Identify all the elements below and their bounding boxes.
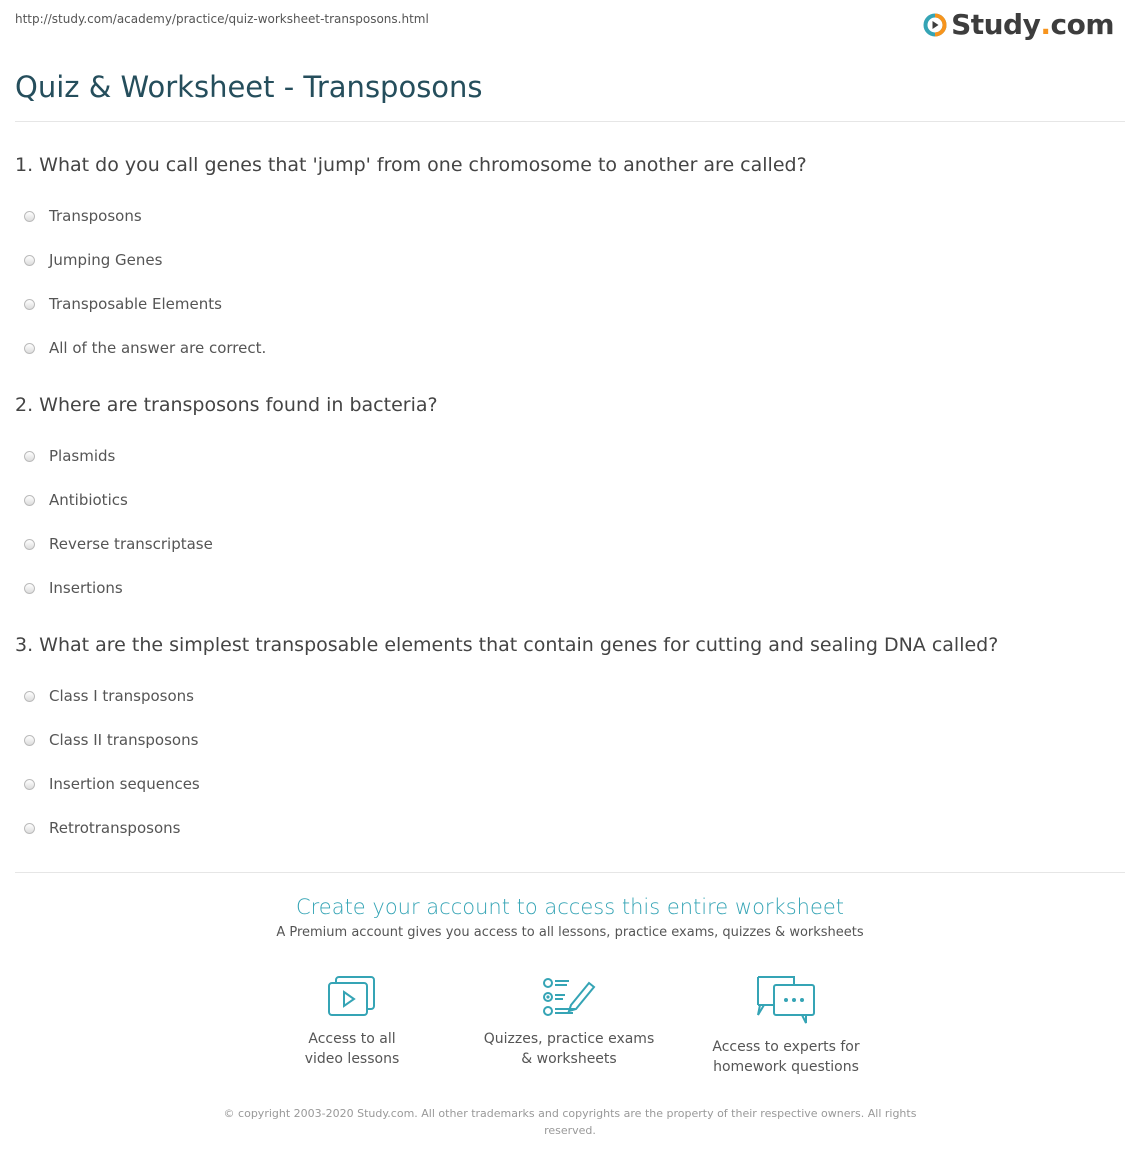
- study-logo[interactable]: [923, 8, 1114, 41]
- radio-button[interactable]: [24, 691, 35, 702]
- answer-label: Class I transposons: [49, 687, 194, 705]
- feature-line: homework questions: [713, 1059, 859, 1075]
- video-lessons-icon: [326, 975, 378, 1019]
- answer-option[interactable]: [15, 326, 1125, 370]
- logo-dot: .: [1040, 8, 1051, 41]
- question-text: 1. What do you call genes that 'jump' from one chromosome to another are called?: [15, 154, 807, 176]
- feature-line: Access to all: [308, 1031, 396, 1047]
- radio-button[interactable]: [24, 495, 35, 506]
- question-3: [15, 634, 1125, 850]
- answer-label: Antibiotics: [49, 491, 128, 509]
- radio-button[interactable]: [24, 451, 35, 462]
- feature-line: Quizzes, practice exams: [483, 1031, 655, 1047]
- answer-option[interactable]: [15, 194, 1125, 238]
- answer-label: Insertions: [49, 579, 123, 597]
- radio-button[interactable]: [24, 823, 35, 834]
- feature-line: video lessons: [304, 1051, 400, 1067]
- feature-line: Access to experts for: [712, 1039, 860, 1055]
- divider: [15, 121, 1125, 122]
- answer-option[interactable]: [15, 566, 1125, 610]
- radio-button[interactable]: [24, 539, 35, 550]
- radio-button[interactable]: [24, 343, 35, 354]
- feature-experts: [686, 975, 886, 1077]
- answer-option[interactable]: [15, 806, 1125, 850]
- answer-option[interactable]: [15, 282, 1125, 326]
- radio-button[interactable]: [24, 779, 35, 790]
- question-text: 2. Where are transposons found in bacteria?: [15, 394, 438, 416]
- answer-label: Plasmids: [49, 447, 116, 465]
- answer-option[interactable]: [15, 478, 1125, 522]
- radio-button[interactable]: [24, 299, 35, 310]
- radio-button[interactable]: [24, 735, 35, 746]
- answer-label: Insertion sequences: [49, 775, 200, 793]
- play-logo-icon: [923, 13, 947, 37]
- answer-label: All of the answer are correct.: [49, 339, 267, 357]
- cta-section: [0, 895, 1140, 940]
- answer-option[interactable]: [15, 434, 1125, 478]
- chat-experts-icon: [754, 975, 818, 1027]
- feature-line: & worksheets: [521, 1051, 617, 1067]
- copyright: © copyright 2003-2020 Study.com. All other trademarks and copyrights are the property of their respective owners. All rights reserved.: [223, 1107, 917, 1137]
- answer-option[interactable]: [15, 674, 1125, 718]
- cta-title[interactable]: Create your account to access this entire worksheet: [295, 895, 845, 919]
- answer-label: Class II transposons: [49, 731, 199, 749]
- page-title: Quiz & Worksheet - Transposons: [15, 70, 483, 104]
- question-2: [15, 394, 1125, 610]
- logo-suffix: com: [1050, 8, 1114, 41]
- divider: [15, 872, 1125, 873]
- feature-quizzes: [469, 975, 669, 1069]
- answer-label: Transposons: [49, 207, 142, 225]
- answer-option[interactable]: [15, 522, 1125, 566]
- answer-label: Retrotransposons: [49, 819, 181, 837]
- radio-button[interactable]: [24, 211, 35, 222]
- question-text: 3. What are the simplest transposable elements that contain genes for cutting and sealing DNA called?: [15, 634, 999, 656]
- page-url: http://study.com/academy/practice/quiz-worksheet-transposons.html: [15, 12, 429, 26]
- quiz-icon: [541, 975, 597, 1019]
- answer-label: Jumping Genes: [49, 251, 163, 269]
- cta-subtitle: A Premium account gives you access to all lessons, practice exams, quizzes & worksheets: [276, 925, 864, 940]
- logo-text: Study: [951, 8, 1041, 41]
- answer-option[interactable]: [15, 762, 1125, 806]
- radio-button[interactable]: [24, 255, 35, 266]
- answer-option[interactable]: [15, 238, 1125, 282]
- answer-option[interactable]: [15, 718, 1125, 762]
- answer-label: Reverse transcriptase: [49, 535, 213, 553]
- feature-video-lessons: [252, 975, 452, 1069]
- radio-button[interactable]: [24, 583, 35, 594]
- question-1: [15, 154, 1125, 370]
- answer-label: Transposable Elements: [49, 295, 222, 313]
